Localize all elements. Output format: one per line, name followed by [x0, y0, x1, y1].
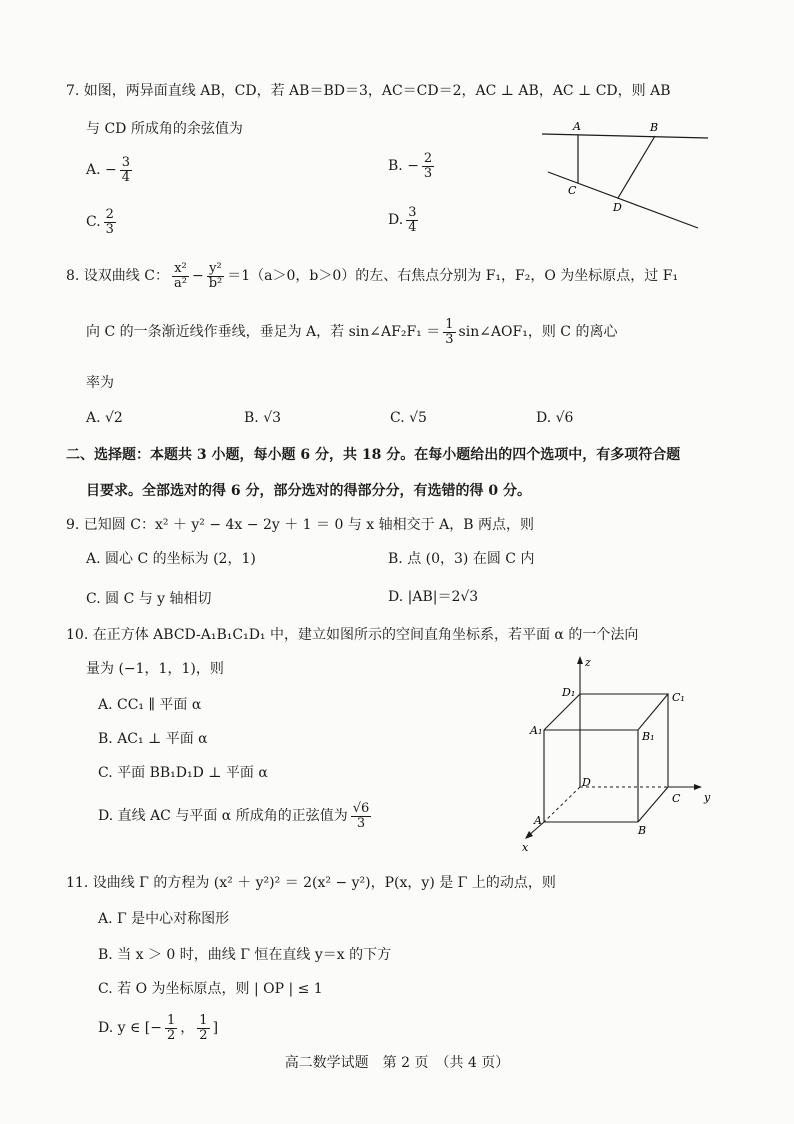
q8-option-d: D. √6	[536, 410, 574, 426]
q7-stem-line1: 7. 如图，两异面直线 AB，CD，若 AB＝BD＝3，AC＝CD＝2，AC ⊥ AB，AC ⊥ CD，则 AB	[66, 83, 671, 99]
q9-option-a: A. 圆心 C 的坐标为 (2，1)	[86, 551, 256, 567]
q10-stem-line2: 量为 (−1，1，1)，则	[86, 661, 224, 677]
q8-stem-line3: 率为	[86, 375, 114, 391]
q11-option-d: D. y ∈ [− $\frac{1}{2}$ ， $\frac{1}{2}$ ]	[98, 1013, 219, 1043]
label-b: B	[638, 824, 647, 837]
cube-top-face	[544, 694, 668, 730]
edge-bc	[638, 787, 668, 822]
label-c: C	[568, 184, 577, 197]
q9-option-d: D. |AB|＝2√3	[388, 589, 479, 605]
label-a: A	[573, 120, 581, 133]
q11-stem: 11. 设曲线 Γ 的方程为 (x² ＋ y²)² ＝ 2(x² − y²)，P(x，y) 是 Γ 上的动点，则	[66, 875, 556, 891]
q7-option-c: C. $\frac{2}{3}$	[86, 207, 114, 237]
segment-bd	[618, 136, 655, 198]
x-axis-label: x	[522, 841, 529, 852]
y-axis-arrow	[694, 784, 702, 790]
q7-option-b: B. − $\frac{2}{3}$	[388, 151, 433, 181]
q9-option-b: B. 点 (0，3) 在圆 C 内	[388, 551, 535, 567]
q10-stem-line1: 10. 在正方体 ABCD-A₁B₁C₁D₁ 中，建立如图所示的空间直角坐标系，若平面 α 的一个法向	[66, 627, 639, 643]
label-b1: B₁	[642, 730, 655, 743]
label-d: D	[582, 776, 591, 789]
q10-option-a: A. CC₁ ∥ 平面 α	[98, 697, 202, 713]
q7-stem-line2: 与 CD 所成角的余弦值为	[86, 121, 243, 137]
z-axis-label: z	[585, 656, 591, 669]
y-axis-label: y	[704, 791, 711, 804]
label-a1: A₁	[530, 724, 543, 737]
label-d: D	[613, 201, 622, 214]
q8-option-a: A. √2	[86, 410, 123, 426]
label-c: C	[672, 792, 681, 805]
label-b: B	[650, 121, 659, 134]
label-c1: C₁	[672, 691, 685, 704]
q8-option-b: B. √3	[244, 410, 282, 426]
q7-option-a: A. − $\frac{3}{4}$	[86, 155, 131, 185]
q10-option-d: D. 直线 AC 与平面 α 所成角的正弦值为 $\frac{√6}{3}$	[98, 801, 370, 831]
q8-stem-line2: 向 C 的一条渐近线作垂线，垂足为 A，若 sin∠AF₂F₁ ＝ $\frac{1}{3}$ sin∠AOF₁，则 C 的离心	[86, 317, 618, 347]
q7-skew-lines-figure	[540, 116, 715, 234]
edge-da-hidden	[544, 787, 580, 822]
line-cd	[548, 172, 698, 228]
label-a: A	[534, 814, 542, 827]
q10-option-c: C. 平面 BB₁D₁D ⊥ 平面 α	[98, 765, 268, 781]
q11-option-a: A. Γ 是中心对称图形	[98, 911, 230, 927]
section2-heading-line1: 二、选择题：本题共 3 小题，每小题 6 分，共 18 分。在每小题给出的四个选项中，有多项符合题	[66, 447, 681, 463]
q8-stem-line1: 8. 设双曲线 C： $\frac{\text{x²}}{\text{a²}}$ − $\frac{\text{y²}}{\text{b²}}$ ＝1（a＞0，b＞0）的左、右焦点分别为 F₁，F₂，O 为坐标原点，过 F₁	[66, 261, 679, 291]
q11-option-b: B. 当 x ＞ 0 时，曲线 Γ 恒在直线 y＝x 的下方	[98, 947, 392, 963]
q10-option-b: B. AC₁ ⊥ 平面 α	[98, 731, 208, 747]
q8-option-c: C. √5	[390, 410, 427, 426]
line-ab	[542, 134, 708, 138]
q10-cube-figure	[518, 652, 722, 852]
page-footer: 高二数学试题 第 2 页 （共 4 页）	[284, 1055, 510, 1071]
q7-option-d: D. $\frac{3}{4}$	[388, 205, 417, 235]
z-axis-arrow	[577, 656, 583, 664]
q9-option-c: C. 圆 C 与 y 轴相切	[86, 591, 212, 607]
q11-option-c: C. 若 O 为坐标原点，则 | OP | ≤ 1	[98, 981, 323, 997]
q9-stem: 9. 已知圆 C：x² ＋ y² − 4x − 2y ＋ 1 ＝ 0 与 x 轴相交于 A，B 两点，则	[66, 517, 534, 533]
section2-heading-line2: 目要求。全部选对的得 6 分，部分选对的得部分分，有选错的得 0 分。	[86, 483, 531, 499]
label-d1: D₁	[562, 686, 576, 699]
